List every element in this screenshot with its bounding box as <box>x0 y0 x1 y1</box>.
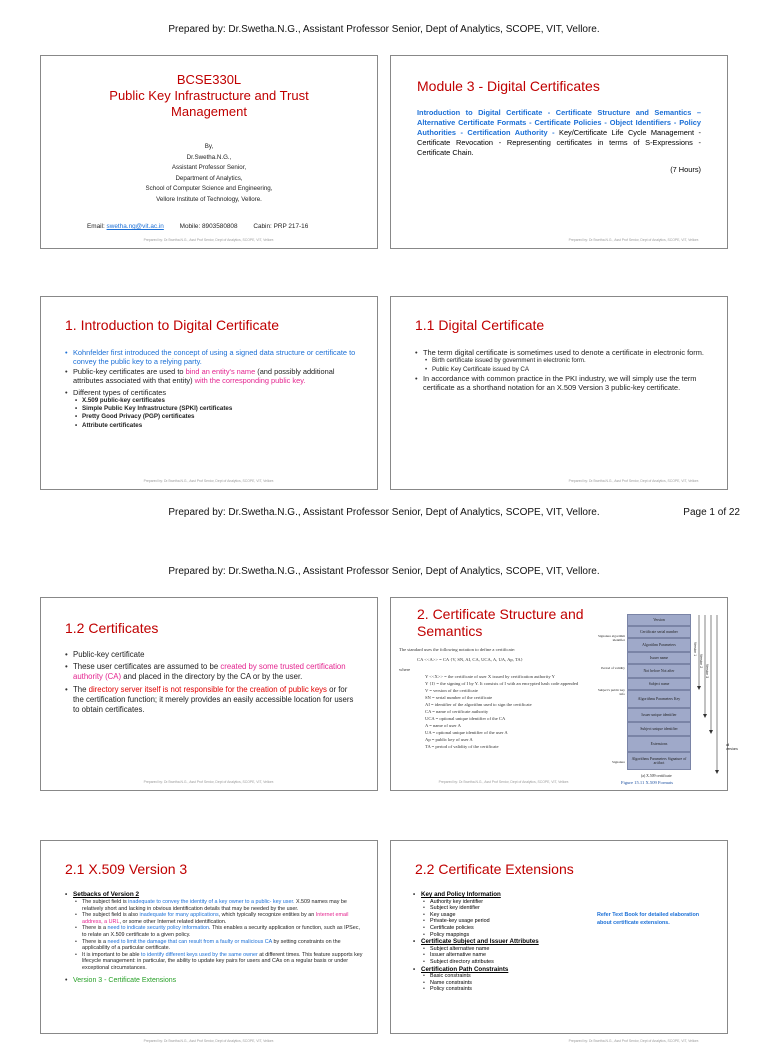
cabin-text: Cabin: PRP 217-16 <box>253 223 308 230</box>
label-version-1: Version 1 <box>693 642 697 656</box>
slide-title-course <box>40 55 378 249</box>
slide-body <box>415 348 707 393</box>
list-item: • It is important to be able to identify different keys used by the same owner at different times. This feature supports key lifecycle management: in particular, the ability to update key pairs for users and CAs on a regular basis or under exceptional circumstances. <box>75 952 363 972</box>
bullet-version-3-extensions: • Version 3 - Certificate Extensions <box>65 976 363 985</box>
author-dept: Department of Analytics, <box>41 174 377 185</box>
notation-definitions <box>425 673 621 750</box>
list-item: • Certificate policies <box>423 925 573 932</box>
bullet-text: (and possibly additional attributes associated with that entity) <box>73 367 334 385</box>
slide-certificate-extensions <box>390 840 728 1034</box>
notation-intro: The standard uses the following notation to define a certificate: <box>399 646 621 653</box>
slide-footer: Prepared by: Dr.Swetha.N.G., Asst Prof Senior, Dept of Analytics, SCOPE, VIT, Vellore. <box>41 479 377 484</box>
slide-title: Module 3 - Digital Certificates <box>417 78 600 94</box>
examples-list <box>425 357 707 373</box>
field-version: Version <box>627 614 691 626</box>
bullet-text: Different types of certificates <box>73 388 166 397</box>
bullet-text: and placed in the directory by the CA or by the user. <box>121 672 302 681</box>
page-number: Page 1 of 22 <box>683 507 740 518</box>
bullet-text: These user certificates are assumed to be <box>73 662 220 671</box>
author-name: Dr.Swetha.N.G., <box>41 153 377 164</box>
definition: CA = name of certificate authority <box>425 708 621 715</box>
figure-subcaption: (a) X.509 certificate <box>641 774 672 778</box>
slide-footer: Prepared by: Dr.Swetha.N.G., Asst Prof Senior, Dept of Analytics, SCOPE, VIT, Vellore. <box>421 780 587 785</box>
list-item: • Birth certificate issued by government in electronic form. <box>425 357 707 365</box>
slide-certificate-structure <box>390 597 728 791</box>
author-institute: Vellore Institute of Technology, Vellore. <box>41 195 377 206</box>
mobile-text: Mobile: 8903580808 <box>180 223 238 230</box>
label-public-key-info: Subject's public key info <box>595 688 625 696</box>
definition: AI = identifier of the algorithm used to sign the certificate <box>425 701 621 708</box>
bullet-public-key-binding <box>65 367 357 386</box>
slide-x509-version-3 <box>40 840 378 1034</box>
slide-module-3 <box>390 55 728 249</box>
list-item: • There is a need to limit the damage that can result from a faulty or malicious CA by setting constraints on the applicability of a particular certificate. <box>75 939 363 952</box>
course-heading <box>41 72 377 120</box>
definition: UCA = optional unique identifier of the CA <box>425 715 621 722</box>
bullet-x509-convention: • In accordance with common practice in the PKI industry, we will simply use the term certificate as a shorthand notation for an X.509 Version 3 public-key certificate. <box>415 374 707 393</box>
label-signature-algorithm: Signature algorithm identifier <box>595 634 625 642</box>
definition: A = name of user A <box>425 722 621 729</box>
list-item: • Subject directory attributes <box>423 959 573 966</box>
slide-footer: Prepared by: Dr.Swetha.N.G., Asst Prof Senior, Dept of Analytics, SCOPE, VIT, Vellore. <box>41 1039 377 1043</box>
kohnfelder-name: Kohnfelder <box>73 348 109 357</box>
list-item: • Simple Public Key Infrastructure (SPKI) certificates <box>75 405 357 413</box>
label-all-versions: all versions <box>726 744 738 751</box>
field-issuer-uid: Issuer unique identifier <box>627 708 691 722</box>
module-hours: (7 Hours) <box>670 165 701 174</box>
slide-digital-certificate <box>390 296 728 490</box>
notation-where: where <box>399 666 621 673</box>
field-extensions: Extensions <box>627 736 691 752</box>
definition: UA = optional unique identifier of the user A <box>425 729 621 736</box>
slide-footer: Prepared by: Dr.Swetha.N.G., Asst Prof Senior, Dept of Analytics, SCOPE, VIT, Vellore. <box>541 479 727 484</box>
x509-format-figure <box>595 614 725 786</box>
list-item: • Public Key Certificate issued by CA <box>425 366 707 374</box>
bullet-types <box>65 388 357 397</box>
email-link[interactable]: swetha.ng@vit.ac.in <box>107 223 164 230</box>
author-by: By, <box>41 142 377 153</box>
email-label: Email: <box>87 223 105 230</box>
path-constraints-list <box>423 973 573 993</box>
slide-body <box>65 348 357 430</box>
figure-field-stack <box>627 614 691 770</box>
list-item: • Authority key identifier <box>423 899 573 906</box>
bullet-text: Public-key certificates are used to <box>73 367 186 376</box>
label-signature: Signature <box>595 760 625 764</box>
label-version-2: Version 2 <box>699 654 703 668</box>
slide-title: 2.2 Certificate Extensions <box>415 861 574 877</box>
list-item: • Issuer alternative name <box>423 952 573 959</box>
field-validity: Not before Not after <box>627 664 691 678</box>
definition: Ap = public key of user A <box>425 736 621 743</box>
slide-title: 1. Introduction to Digital Certificate <box>65 317 279 333</box>
slide-footer: Prepared by: Dr.Swetha.N.G., Asst Prof Senior, Dept of Analytics, SCOPE, VIT, Vellore. <box>41 780 377 785</box>
label-validity: Period of validity <box>595 666 625 670</box>
topics-plain: Key/Certificate Life Cycle Management - Certificate Revocation - Representing certificates in terms of S-Expressions - Certificate Chain. <box>417 128 701 157</box>
notation-formula: CA <<A>> = CA {V, SN, AI, CA, UCA, A, UA, Ap, TA} <box>417 656 621 663</box>
list-item: • Pretty Good Privacy (PGP) certificates <box>75 413 357 421</box>
list-item: • There is a need to indicate security policy information. This enables a security application or function, such as IPSec, to relate an X.509 certificate to a given policy. <box>75 925 363 938</box>
slide-body <box>65 650 355 715</box>
bullet-term-digital: • The term digital certificate is sometimes used to denote a certificate in electronic form. <box>415 348 707 357</box>
list-item: • Attribute certificates <box>75 422 357 430</box>
slide-intro-digital-certificate <box>40 296 378 490</box>
list-item: • Key usage <box>423 912 573 919</box>
subject-issuer-list <box>423 946 573 966</box>
slide-title: 1.1 Digital Certificate <box>415 317 544 333</box>
group-key-policy: • Key and Policy Information <box>413 891 573 899</box>
list-item: • Subject key identifier <box>423 905 573 912</box>
bullet-public-key-certificate: • Public-key certificate <box>65 650 355 660</box>
field-algorithm: Algorithm Parameters <box>627 638 691 652</box>
group-path-constraints: • Certification Path Constraints <box>413 966 573 974</box>
module-topics <box>417 108 701 158</box>
definition: Y {I} = the signing of I by Y. It consists of I with an encrypted hash code appended <box>425 680 621 687</box>
label-version-3: Version 3 <box>705 664 709 678</box>
page-header-mid-bottom: Prepared by: Dr.Swetha.N.G., Assistant Professor Senior, Dept of Analytics, SCOPE, VIT, Vellore. <box>0 566 768 577</box>
field-serial: Certificate serial number <box>627 626 691 638</box>
list-item: • Policy mappings <box>423 932 573 939</box>
bullet-user-certificates <box>65 662 355 682</box>
bullet-text: first introduced the concept of using a signed data structure or certificate to convey the public key to a relying party. <box>73 348 355 366</box>
slide-certificates <box>40 597 378 791</box>
bullet-setbacks: • Setbacks of Version 2 <box>65 891 363 899</box>
bullet-directory-server <box>65 685 355 716</box>
bullet-text: or for the certification function; it merely provides an easily accessible location for users to obtain certificates. <box>73 685 353 714</box>
slide-title: 1.2 Certificates <box>65 620 158 636</box>
certificate-types-list <box>75 397 357 430</box>
list-item: • Name constraints <box>423 980 573 987</box>
page-header-mid-top: Prepared by: Dr.Swetha.N.G., Assistant Professor Senior, Dept of Analytics, SCOPE, VIT, Vellore. <box>0 507 768 518</box>
field-public-key: Algorithms Parameters Key <box>627 690 691 708</box>
bullet-highlight: with the corresponding public key. <box>195 376 306 385</box>
definition: SN = serial number of the certificate <box>425 694 621 701</box>
course-code: BCSE330L <box>41 72 377 88</box>
bullet-kohnfelder <box>65 348 357 367</box>
list-item: • X.509 public-key certificates <box>75 397 357 405</box>
author-block <box>41 142 377 206</box>
topics-highlighted: Introduction to Digital Certificate - Certificate Structure and Semantics – Alternative Certificate Formats - Certificate Policies - Object Identifiers - Policy Authorities - Certification Authority - <box>417 108 701 137</box>
version-brackets <box>693 614 723 774</box>
field-subject-name: Subject name <box>627 678 691 690</box>
list-item: • The subject field is inadequate to convey the identity of a key owner to a public- key user. X.509 names may be relatively short and lacking in obvious identification details that may be needed by the user. <box>75 899 363 912</box>
slide-footer: Prepared by: Dr.Swetha.N.G., Asst Prof Senior, Dept of Analytics, SCOPE, VIT, Vellore. <box>541 238 727 243</box>
list-item: • Policy constraints <box>423 986 573 993</box>
slide-title: 2. Certificate Structure and Semantics <box>417 606 617 640</box>
slide-body <box>65 891 363 985</box>
field-signature: Algorithms Parameters Signature of artifact <box>627 752 691 770</box>
definition: V = version of the certificate <box>425 687 621 694</box>
textbook-note: Refer Text Book for detailed elaboration about certificate extensions. <box>597 912 715 927</box>
slide-footer: Prepared by: Dr.Swetha.N.G., Asst Prof Senior, Dept of Analytics, SCOPE, VIT, Vellore. <box>41 238 377 243</box>
bullet-text: The <box>73 685 89 694</box>
list-item: • Basic constraints <box>423 973 573 980</box>
definition: Y <<X>> = the certificate of user X issued by certification authority Y <box>425 673 621 680</box>
slide-body <box>413 891 573 993</box>
author-school: School of Computer Science and Engineering, <box>41 184 377 195</box>
notation-block <box>399 646 621 750</box>
course-title: Public Key Infrastructure and Trust Management <box>41 88 377 120</box>
field-subject-uid: Subject unique identifier <box>627 722 691 736</box>
definition: TA = period of validity of the certificate <box>425 743 621 750</box>
bullet-highlight: directory server itself is not responsible for the creation of public keys <box>89 685 327 694</box>
list-item: • Subject alternative name <box>423 946 573 953</box>
field-issuer-name: Issuer name <box>627 652 691 664</box>
group-subject-issuer: • Certificate Subject and Issuer Attributes <box>413 938 573 946</box>
list-item: • The subject field is also inadequate for many applications, which typically recognize entities by an Internet email address, a URL, or some other Internet related identification. <box>75 912 363 925</box>
key-policy-list <box>423 899 573 939</box>
author-role: Assistant Professor Senior, <box>41 163 377 174</box>
bullet-highlight: bind an entity's name <box>186 367 256 376</box>
list-item: • Private-key usage period <box>423 918 573 925</box>
bullet-highlight: created by some trusted certification authority (CA) <box>73 662 346 681</box>
page-header-top: Prepared by: Dr.Swetha.N.G., Assistant Professor Senior, Dept of Analytics, SCOPE, VIT, Vellore. <box>0 24 768 35</box>
slide-footer: Prepared by: Dr.Swetha.N.G., Asst Prof Senior, Dept of Analytics, SCOPE, VIT, Vellore. <box>541 1039 727 1043</box>
contact-line <box>87 223 308 230</box>
setbacks-list <box>75 899 363 972</box>
figure-caption: Figure 15.11 X.509 Formats <box>621 780 673 785</box>
slide-title: 2.1 X.509 Version 3 <box>65 861 187 877</box>
